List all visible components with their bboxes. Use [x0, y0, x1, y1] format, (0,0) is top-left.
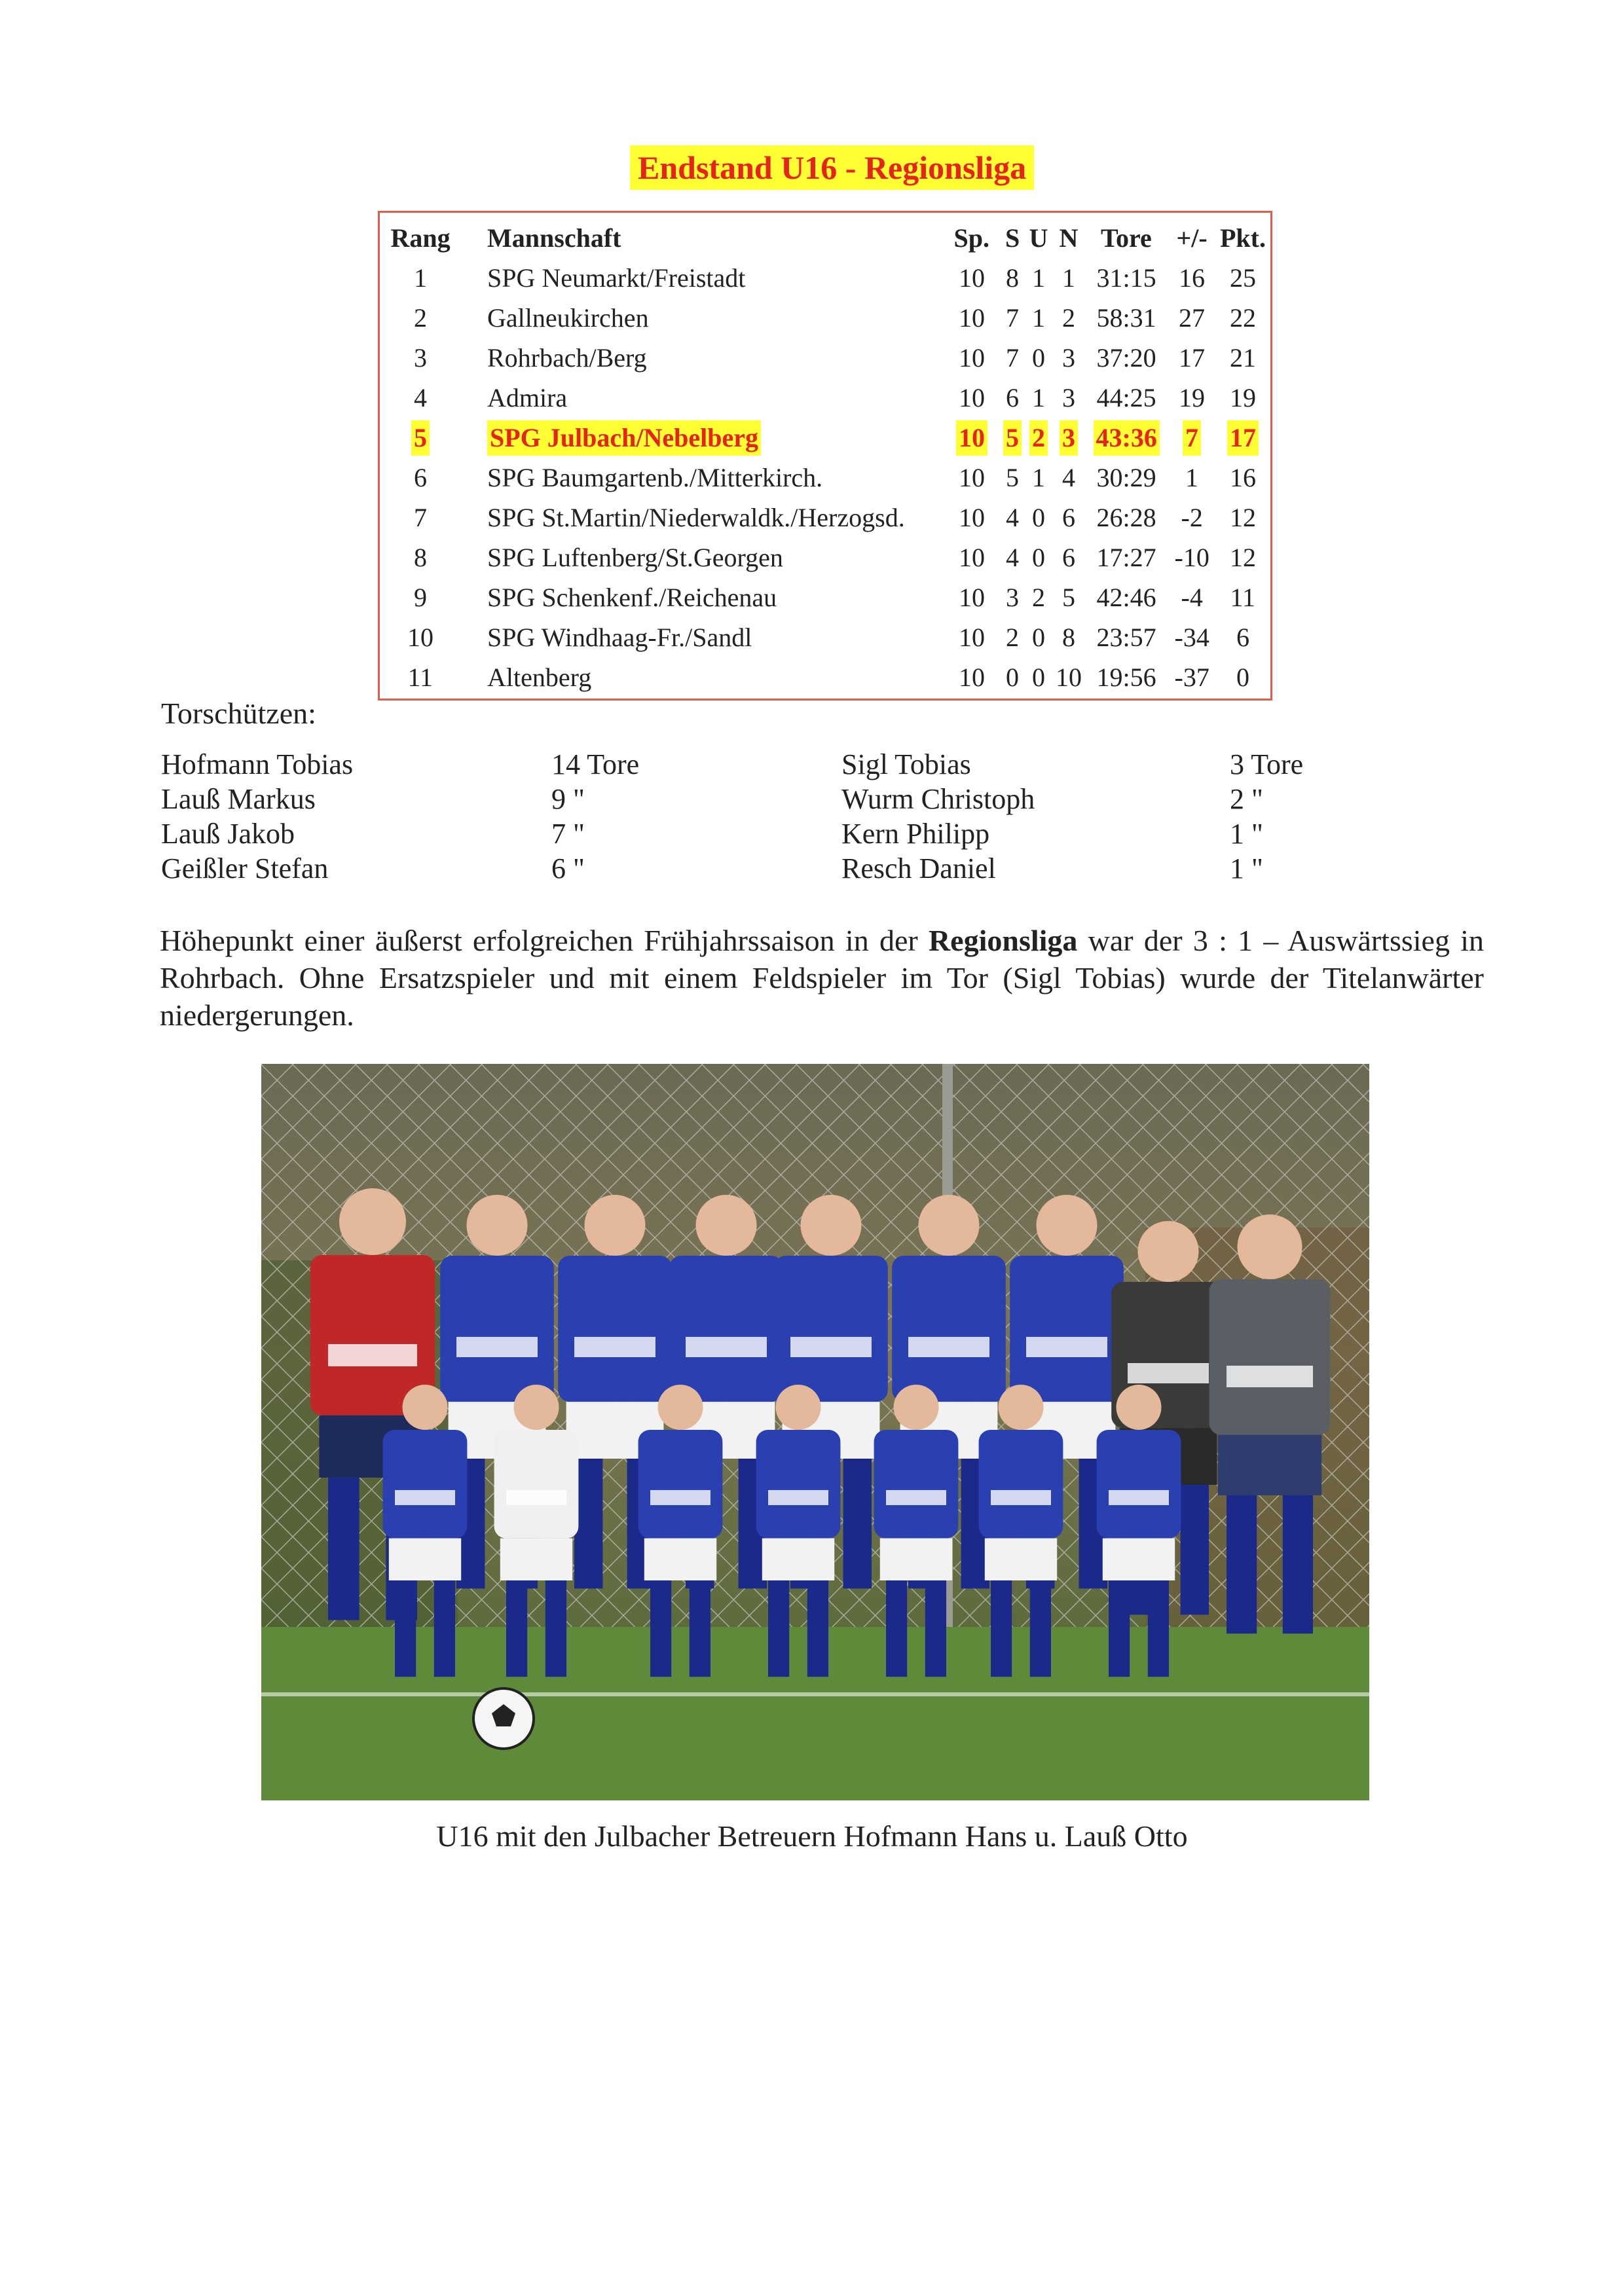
standings-cell-pkt: 25 [1230, 263, 1256, 293]
player-shirt [1209, 1279, 1331, 1435]
player-logo [506, 1490, 566, 1505]
scorer-name: Kern Philipp [841, 818, 990, 850]
standings-cell-team: SPG Neumarkt/Freistadt [487, 263, 746, 293]
standings-cell-diff: 17 [1179, 343, 1205, 373]
player-leg [434, 1580, 455, 1677]
standings-cell-tore: 37:20 [1096, 343, 1156, 373]
scorer-name: Resch Daniel [841, 852, 996, 884]
standings-cell-s: 3 [1006, 583, 1019, 612]
scorer-goals: 6 " [551, 852, 585, 884]
player-leg [807, 1580, 828, 1677]
photo-caption: U16 mit den Julbacher Betreuern Hofmann Hans u. Lauß Otto [436, 1819, 1188, 1853]
standings-header-sp: Sp. [953, 223, 989, 253]
player-shorts [985, 1539, 1057, 1580]
standings-cell-team: SPG Schenkenf./Reichenau [487, 583, 777, 612]
player-head [801, 1195, 862, 1256]
player-head [514, 1385, 559, 1430]
paragraph-text-after: war der 3 : 1 – Auswärtssieg in Rohrbach. Ohne Ersatzspieler und mit einem Feldspieler im Tor (Sigl Tobias) wurde der Titelanwärter niedergerungen. [160, 924, 1484, 1032]
standings-cell-u: 0 [1032, 543, 1045, 572]
standings-cell-sp: 10 [959, 383, 985, 412]
standings-cell-s: 0 [1006, 663, 1019, 692]
player-head [919, 1195, 980, 1256]
standings-cell-rang: 1 [414, 263, 427, 293]
player-logo [328, 1344, 417, 1366]
standings-header-s: S [1005, 223, 1020, 253]
standings-cell-team: Rohrbach/Berg [487, 343, 647, 373]
player-leg [650, 1580, 671, 1677]
standings-cell-n: 2 [1062, 303, 1075, 333]
standings-cell-s: 5 [1006, 463, 1019, 492]
player-head [696, 1195, 757, 1256]
standings-cell-pkt: 12 [1230, 503, 1256, 532]
standings-cell-diff: 16 [1179, 263, 1205, 293]
player-logo [908, 1337, 989, 1357]
player-head [1238, 1214, 1302, 1279]
player-logo [886, 1490, 946, 1505]
standings-cell-u: 0 [1032, 343, 1045, 373]
player-logo [686, 1337, 767, 1357]
scorer-name: Hofmann Tobias [161, 748, 354, 780]
standings-cell-rang: 3 [414, 343, 427, 373]
standings-cell-s: 7 [1006, 343, 1019, 373]
player-shorts [644, 1539, 716, 1580]
player-logo [1109, 1490, 1169, 1505]
standings-cell-u: 2 [1032, 583, 1045, 612]
standings-cell-rang: 4 [414, 383, 427, 412]
standings-cell-tore: 23:57 [1096, 623, 1156, 652]
standings-cell-tore: 43:36 [1094, 420, 1160, 456]
standings-cell-n: 8 [1062, 623, 1075, 652]
standings-cell-n: 6 [1062, 543, 1075, 572]
player-shirt [440, 1256, 554, 1402]
standings-cell-tore: 26:28 [1096, 503, 1156, 532]
player-leg [991, 1580, 1012, 1677]
player-leg [690, 1580, 710, 1677]
player-shirt [638, 1430, 723, 1539]
standings-cell-team: SPG Luftenberg/St.Georgen [487, 543, 783, 572]
standings-cell-n: 6 [1062, 503, 1075, 532]
scorer-name: Geißler Stefan [161, 852, 329, 884]
standings-cell-u: 1 [1032, 463, 1045, 492]
standings-cell-pkt: 6 [1236, 623, 1249, 652]
player-shirt [1097, 1430, 1181, 1539]
player-leg [1283, 1495, 1313, 1633]
standings-cell-s: 8 [1006, 263, 1019, 293]
standings-cell-sp: 10 [959, 623, 985, 652]
standings-cell-sp: 10 [959, 503, 985, 532]
player-leg [1148, 1580, 1169, 1677]
scorer-name: Sigl Tobias [841, 748, 971, 780]
standings-cell-n: 10 [1056, 663, 1082, 692]
standings-cell-pkt: 16 [1230, 463, 1256, 492]
player-shorts [500, 1539, 572, 1580]
player-leg [395, 1580, 416, 1677]
player-head [894, 1385, 939, 1430]
standings-header-tore: Tore [1101, 223, 1152, 253]
standings-cell-sp: 10 [959, 583, 985, 612]
standings-cell-sp: 10 [959, 543, 985, 572]
standings-cell-n: 1 [1062, 263, 1075, 293]
player-leg [1227, 1495, 1257, 1633]
standings-cell-diff: -10 [1174, 543, 1209, 572]
standings-cell-s: 7 [1006, 303, 1019, 333]
scorer-goals: 14 Tore [551, 748, 640, 780]
player-shirt [892, 1256, 1006, 1402]
player-leg [886, 1580, 907, 1677]
player-shirt [383, 1430, 468, 1539]
player-leg [768, 1580, 789, 1677]
standings-cell-team: Admira [487, 383, 568, 412]
standings-cell-tore: 19:56 [1096, 663, 1156, 692]
standings-cell-tore: 30:29 [1096, 463, 1156, 492]
standings-cell-u: 1 [1032, 383, 1045, 412]
standings-cell-u: 1 [1032, 303, 1045, 333]
player-shirt [979, 1430, 1063, 1539]
standings-header-n: N [1059, 223, 1079, 253]
player-head [403, 1385, 448, 1430]
standings-cell-team: SPG Julbach/Nebelberg [487, 420, 761, 456]
photo-field-line [261, 1692, 1369, 1696]
scorer-goals: 3 Tore [1230, 748, 1304, 780]
scorer-name: Lauß Jakob [161, 818, 295, 850]
standings-cell-sp: 10 [959, 343, 985, 373]
standings-cell-diff: 27 [1179, 303, 1205, 333]
standings-cell-pkt: 11 [1230, 583, 1256, 612]
standings-cell-diff: 1 [1185, 463, 1198, 492]
standings-cell-team: Gallneukirchen [487, 303, 649, 333]
paragraph-text-before: Höhepunkt einer äußerst erfolgreichen Frühjahrssaison in der [160, 924, 929, 957]
standings-cell-diff: -2 [1181, 503, 1203, 532]
scorer-goals: 1 " [1230, 852, 1263, 884]
page-title: Endstand U16 - Regionsliga [630, 145, 1034, 190]
standings-cell-diff: -37 [1174, 663, 1209, 692]
standings-cell-u: 0 [1032, 623, 1045, 652]
player-leg [843, 1459, 872, 1588]
standings-cell-s: 4 [1006, 503, 1019, 532]
player-shorts [880, 1539, 952, 1580]
standings-cell-rang: 10 [407, 623, 434, 652]
player-leg [574, 1459, 602, 1588]
standings-cell-pkt: 0 [1236, 663, 1249, 692]
standings-cell-pkt: 17 [1227, 420, 1259, 456]
player-logo [991, 1490, 1051, 1505]
standings-header-rang: Rang [390, 223, 451, 253]
standings-cell-rang: 8 [414, 543, 427, 572]
standings-cell-rang: 5 [411, 420, 430, 456]
standings-cell-n: 3 [1060, 420, 1078, 456]
scorer-goals: 9 " [551, 783, 585, 815]
standings-cell-u: 2 [1029, 420, 1048, 456]
standings-cell-pkt: 22 [1230, 303, 1256, 333]
player-shorts [1218, 1435, 1321, 1495]
player-head [1138, 1221, 1199, 1282]
standings-cell-tore: 44:25 [1096, 383, 1156, 412]
standings-cell-s: 6 [1006, 383, 1019, 412]
player-shorts [389, 1539, 461, 1580]
standings-grid [380, 213, 1270, 699]
team-photo-illustration [261, 1064, 1369, 1800]
paragraph-bold-league: Regionsliga [928, 924, 1078, 957]
player-head [585, 1195, 646, 1256]
standings-table [378, 211, 1272, 701]
standings-cell-u: 1 [1032, 263, 1045, 293]
player-shirt [774, 1256, 888, 1402]
standings-header-u: U [1029, 223, 1048, 253]
player-logo [650, 1490, 710, 1505]
player-leg [1109, 1580, 1130, 1677]
standings-header-diff: +/- [1176, 223, 1208, 253]
standings-cell-team: SPG St.Martin/Niederwaldk./Herzogsd. [487, 503, 905, 532]
player-leg [925, 1580, 946, 1677]
player-logo [1128, 1363, 1209, 1383]
standings-cell-sp: 10 [959, 463, 985, 492]
player-shirt [558, 1256, 672, 1402]
scorer-name: Wurm Christoph [841, 783, 1035, 815]
standings-cell-n: 5 [1062, 583, 1075, 612]
standings-cell-n: 3 [1062, 343, 1075, 373]
report-paragraph [160, 922, 1484, 1034]
standings-header-team: Mannschaft [487, 223, 621, 253]
standings-cell-tore: 58:31 [1096, 303, 1156, 333]
standings-cell-n: 4 [1062, 463, 1075, 492]
standings-cell-tore: 42:46 [1096, 583, 1156, 612]
scorer-goals: 7 " [551, 818, 585, 850]
standings-cell-rang: 6 [414, 463, 427, 492]
player-logo [768, 1490, 828, 1505]
player-logo [1026, 1337, 1107, 1357]
scorers-label: Torschützen: [161, 697, 316, 730]
player-logo [456, 1337, 538, 1357]
scorer-goals: 1 " [1230, 818, 1263, 850]
standings-header-pkt: Pkt. [1220, 223, 1266, 253]
player-leg [1030, 1580, 1051, 1677]
standings-cell-sp: 10 [959, 663, 985, 692]
standings-cell-team: SPG Baumgartenb./Mitterkirch. [487, 463, 823, 492]
player-logo [790, 1337, 872, 1357]
player-shirt [669, 1256, 783, 1402]
player-head [467, 1195, 528, 1256]
standings-cell-sp: 10 [959, 303, 985, 333]
standings-cell-diff: 7 [1183, 420, 1201, 456]
standings-cell-rang: 2 [414, 303, 427, 333]
player-leg [1181, 1485, 1209, 1614]
player-shirt [1010, 1256, 1124, 1402]
player-head [1116, 1385, 1162, 1430]
standings-cell-pkt: 12 [1230, 543, 1256, 572]
standings-cell-team: SPG Windhaag-Fr./Sandl [487, 623, 752, 652]
standings-cell-sp: 10 [959, 263, 985, 293]
player-head [776, 1385, 821, 1430]
player-leg [545, 1580, 566, 1677]
player-head [1037, 1195, 1098, 1256]
standings-cell-team: Altenberg [487, 663, 592, 692]
standings-cell-rang: 7 [414, 503, 427, 532]
standings-cell-tore: 31:15 [1096, 263, 1156, 293]
player-shorts [762, 1539, 834, 1580]
standings-cell-s: 4 [1006, 543, 1019, 572]
player-shorts [1103, 1539, 1175, 1580]
team-photo [261, 1064, 1369, 1800]
player-head [658, 1385, 703, 1430]
player-logo [395, 1490, 455, 1505]
standings-cell-rang: 9 [414, 583, 427, 612]
standings-cell-u: 0 [1032, 663, 1045, 692]
player-shirt [874, 1430, 959, 1539]
standings-cell-s: 5 [1003, 420, 1022, 456]
player-head [339, 1188, 406, 1255]
standings-cell-rang: 11 [407, 663, 434, 692]
standings-cell-diff: 19 [1179, 383, 1205, 412]
player-logo [574, 1337, 655, 1357]
standings-cell-pkt: 19 [1230, 383, 1256, 412]
player-leg [328, 1478, 360, 1620]
player-leg [506, 1580, 527, 1677]
standings-cell-diff: -34 [1174, 623, 1209, 652]
standings-cell-u: 0 [1032, 503, 1045, 532]
standings-cell-pkt: 21 [1230, 343, 1256, 373]
standings-cell-s: 2 [1006, 623, 1019, 652]
standings-cell-n: 3 [1062, 383, 1075, 412]
standings-cell-diff: -4 [1181, 583, 1203, 612]
standings-cell-sp: 10 [956, 420, 987, 456]
standings-cell-tore: 17:27 [1096, 543, 1156, 572]
scorer-name: Lauß Markus [161, 783, 316, 815]
player-shirt [756, 1430, 841, 1539]
player-head [999, 1385, 1044, 1430]
player-shirt [494, 1430, 579, 1539]
player-logo [1227, 1366, 1313, 1387]
scorer-goals: 2 " [1230, 783, 1263, 815]
